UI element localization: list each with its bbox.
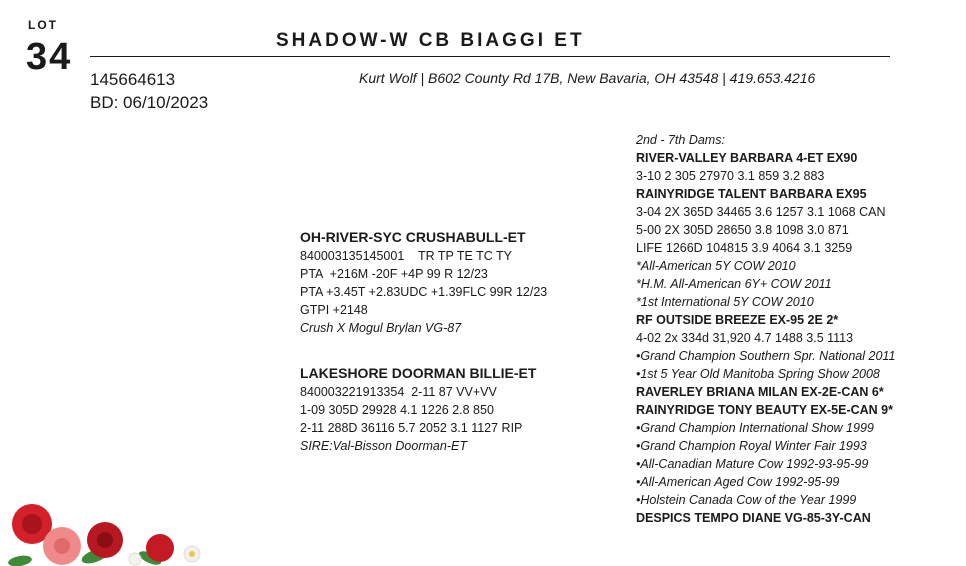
ancestor-record: 3-04 2X 365D 34465 3.6 1257 3.1 1068 CAN — [636, 205, 886, 219]
flower-bouquet-icon — [0, 496, 210, 566]
sire-pedigree — [300, 227, 547, 337]
ancestor-award: •Holstein Canada Cow of the Year 1999 — [636, 493, 857, 507]
dams-list — [636, 149, 956, 527]
ancestor-award: *H.M. All-American 6Y+ COW 2011 — [636, 277, 832, 291]
lot-label: LOT — [28, 18, 58, 32]
ancestor-award: •All-Canadian Mature Cow 1992-93-95-99 — [636, 457, 869, 471]
ancestor-award: *1st International 5Y COW 2010 — [636, 295, 814, 309]
dam-pedigree — [300, 363, 536, 455]
small-red-flower — [146, 534, 174, 562]
dam-id-line: 840003221913354 2-11 87 VV+VV — [300, 385, 497, 399]
white-flower-small — [129, 553, 141, 565]
ancestor-award: •Grand Champion International Show 1999 — [636, 421, 874, 435]
ancestor-name: DESPICS TEMPO DIANE VG-85-3Y-CAN — [636, 511, 871, 525]
birth-date: BD: 06/10/2023 — [90, 93, 209, 112]
ancestor-record: LIFE 1266D 104815 3.9 4064 3.1 3259 — [636, 241, 853, 255]
dam-record-2: 2-11 288D 36116 5.7 2052 3.1 1127 RIP — [300, 421, 523, 435]
title-divider — [90, 56, 890, 57]
ancestor-name: RIVER-VALLEY BARBARA 4-ET EX90 — [636, 151, 858, 165]
ancestor-name: RAINYRIDGE TALENT BARBARA EX95 — [636, 187, 867, 201]
sire-pta-type: PTA +3.45T +2.83UDC +1.39FLC 99R 12/23 — [300, 285, 548, 299]
ancestor-award: •Grand Champion Royal Winter Fair 1993 — [636, 439, 867, 453]
registration-number: 145664613 — [90, 70, 176, 89]
ancestor-name: RF OUTSIDE BREEZE EX-95 2E 2* — [636, 313, 839, 327]
dam-name: LAKESHORE DOORMAN BILLIE-ET — [300, 365, 537, 381]
lot-number: 34 — [26, 36, 73, 78]
ancestor-award: •1st 5 Year Old Manitoba Spring Show 2008 — [636, 367, 880, 381]
sire-gtpi: GTPI +2148 — [300, 303, 368, 317]
ancestor-record: 3-10 2 305 27970 3.1 859 3.2 883 — [636, 169, 825, 183]
dark-red-carnation-center — [97, 532, 113, 548]
dam-sire: SIRE:Val-Bisson Doorman-ET — [300, 439, 467, 453]
pink-carnation-center — [54, 538, 70, 554]
red-carnation-center — [22, 514, 42, 534]
sire-lineage: Crush X Mogul Brylan VG-87 — [300, 321, 462, 335]
ancestor-record: 4-02 2x 334d 31,920 4.7 1488 3.5 1113 — [636, 331, 854, 345]
ancestor-award: *All-American 5Y COW 2010 — [636, 259, 796, 273]
animal-name: SHADOW-W CB BIAGGI ET — [276, 30, 585, 51]
breeder-contact: Kurt Wolf | B602 County Rd 17B, New Bavaria, OH 43548 | 419.653.4216 — [359, 70, 816, 86]
dams-column — [636, 131, 956, 527]
ancestor-award: •All-American Aged Cow 1992-95-99 — [636, 475, 840, 489]
ancestor-record: 5-00 2X 305D 28650 3.8 1098 3.0 871 — [636, 223, 849, 237]
sire-name: OH-RIVER-SYC CRUSHABULL-ET — [300, 229, 526, 245]
sire-id-line: 840003135145001 TR TP TE TC TY — [300, 249, 512, 263]
ancestor-award: •Grand Champion Southern Spr. National 2011 — [636, 349, 896, 363]
sire-pta-production: PTA +216M -20F +4P 99 R 12/23 — [300, 267, 488, 281]
dam-record-1: 1-09 305D 29928 4.1 1226 2.8 850 — [300, 403, 494, 417]
dams-heading: 2nd - 7th Dams: — [636, 133, 725, 147]
white-flower-center — [189, 551, 195, 557]
ancestor-name: RAVERLEY BRIANA MILAN EX-2E-CAN 6* — [636, 385, 884, 399]
ancestor-name: RAINYRIDGE TONY BEAUTY EX-5E-CAN 9* — [636, 403, 893, 417]
